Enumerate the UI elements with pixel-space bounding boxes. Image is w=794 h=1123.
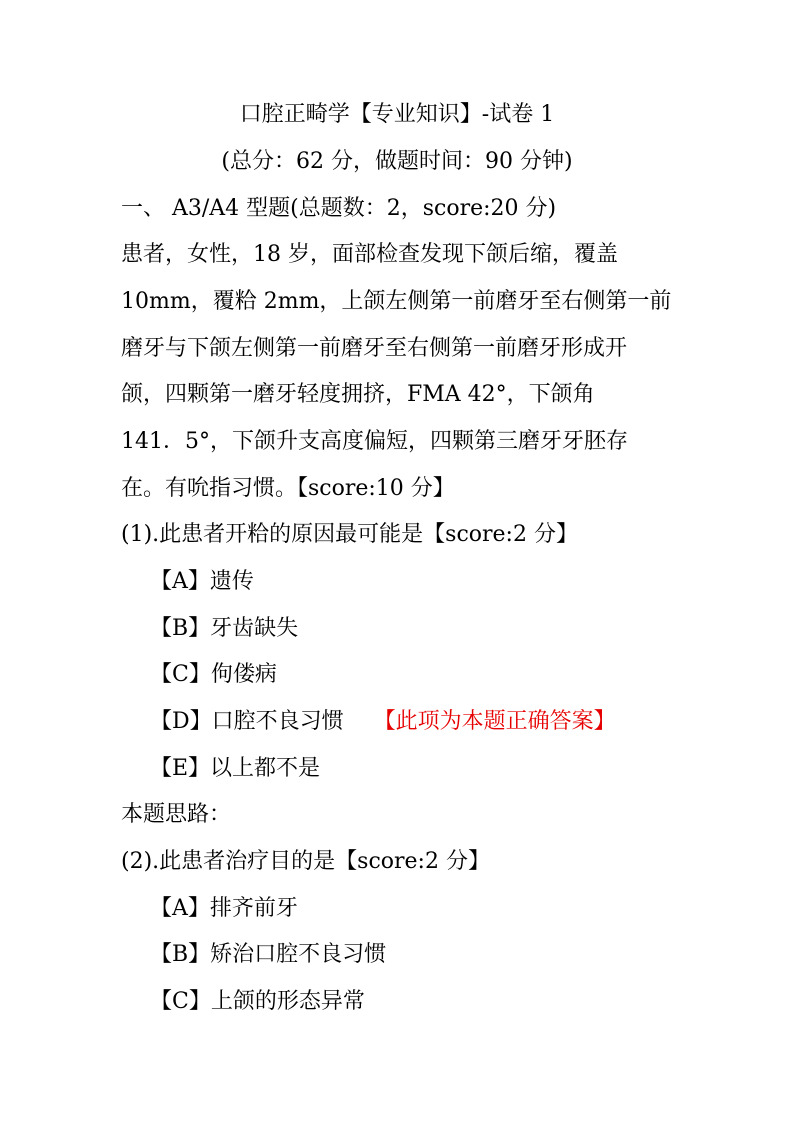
section-heading: 一、 A3/A4 型题(总题数：2，score:20 分)	[121, 196, 557, 221]
correct-answer-marker: 【此项为本题正确答案】	[373, 709, 616, 734]
case-text-line: 患者，女性，18 岁，面部检查发现下颌后缩，覆盖	[121, 242, 618, 267]
question-1-stem: (1).此患者开粭的原因最可能是【score:2 分】	[121, 522, 578, 547]
analysis-label: 本题思路：	[121, 802, 232, 827]
question-2-option-b: 【B】矫治口腔不良习惯	[150, 942, 387, 967]
question-1-option-b: 【B】牙齿缺失	[150, 616, 299, 641]
document-subtitle: (总分：62 分，做题时间：90 分钟)	[221, 149, 573, 174]
case-text-line: 磨牙与下颌左侧第一前磨牙至右侧第一前磨牙形成开	[121, 336, 628, 361]
document-title: 口腔正畸学【专业知识】-试卷 1	[239, 102, 555, 127]
case-text-line: 141．5°，下颌升支高度偏短，四颗第三磨牙牙胚存	[121, 429, 628, 454]
question-1-option-a: 【A】遗传	[150, 569, 254, 594]
question-2-stem: (2).此患者治疗目的是【score:2 分】	[121, 849, 490, 874]
question-1-option-d-row	[150, 711, 616, 733]
question-1-option-e: 【E】以上都不是	[150, 756, 321, 781]
case-text-line: 颌，四颗第一磨牙轻度拥挤，FMA 42°，下颌角	[121, 382, 595, 407]
question-2-option-c: 【C】上颌的形态异常	[150, 989, 365, 1014]
question-1-option-d: 【D】口腔不良习惯	[150, 709, 344, 734]
question-1-option-c: 【C】佝偻病	[150, 662, 277, 687]
case-text-line: 在。有吮指习惯。【score:10 分】	[121, 476, 455, 501]
question-2-option-a: 【A】排齐前牙	[150, 896, 298, 921]
case-text-line: 10mm，覆粭 2mm，上颌左侧第一前磨牙至右侧第一前	[121, 289, 672, 314]
